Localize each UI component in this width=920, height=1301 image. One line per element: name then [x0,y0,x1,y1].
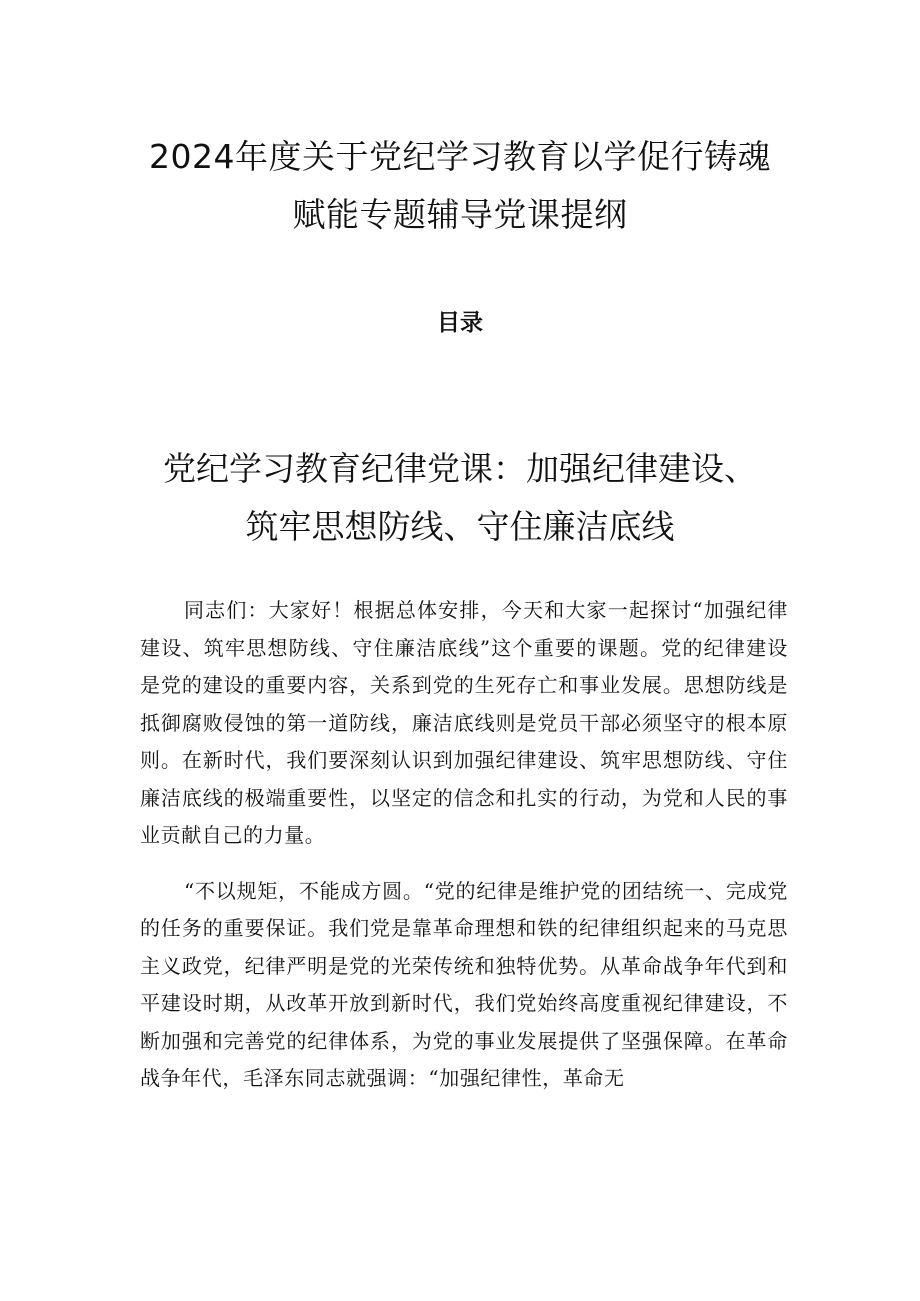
section-title [110,440,810,556]
toc-heading: 目录 [437,310,483,336]
section-title-line-2: 筑牢思想防线、守住廉洁底线 [245,507,675,546]
document-title-line-1: 2024年度关于党纪学习教育以学促行铸魂 [149,137,771,176]
paragraph-1: 同志们：大家好！根据总体安排，今天和大家一起探讨“加强纪律建设、筑牢思想防线、守住廉洁底线”这个重要的课题。党的纪律建设是党的建设的重要内容，关系到党的生死存亡和事业发展。思想防线是抵御腐败侵蚀的第一道防线，廉洁底线则是党员干部必须坚守的根本原则。在新时代，我们要深刻认识到加强纪律建设、筑牢思想防线、守住廉洁底线的极端重要性，以坚定的信念和扎实的行动，为党和人民的事业贡献自己的力量。 [140,598,788,847]
document-title-line-2: 赋能专题辅导党课提纲 [292,195,628,234]
paragraph-2: “不以规矩，不能成方圆。“党的纪律是维护党的团结统一、完成党的任务的重要保证。我们党是靠革命理想和铁的纪律组织起来的马克思主义政党，纪律严明是党的光荣传统和独特优势。从革命战争年代到和平建设时期，从改革开放到新时代，我们党始终高度重视纪律建设，不断加强和完善党的纪律体系，为党的事业发展提供了坚强保障。在革命战争年代，毛泽东同志就强调：“加强纪律性，革命无 [140,878,788,1090]
document-title [110,128,810,244]
body-text [140,592,788,1098]
section-title-line-1: 党纪学习教育纪律党课：加强纪律建设、 [163,449,757,488]
